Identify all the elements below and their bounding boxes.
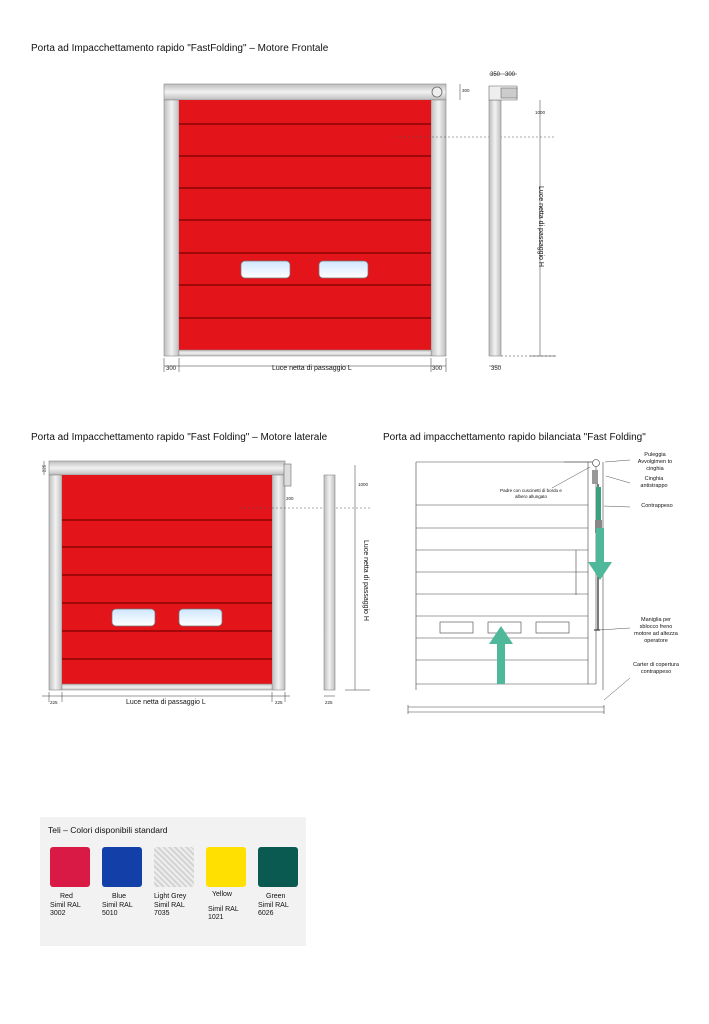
dim-225-left: 225 — [50, 700, 58, 705]
swatch-green — [258, 847, 298, 887]
swatch-blue — [102, 847, 142, 887]
title-front-motor: Porta ad Impacchettamento rapido "FastFolding" – Motore Frontale — [31, 43, 329, 54]
swatch-red-code: 3002 — [50, 910, 66, 917]
label-carter: Carter di copertura contrappeso — [633, 662, 679, 675]
swatch-light-grey-name: Light Grey — [154, 893, 187, 900]
drawing-balanced — [380, 440, 709, 730]
label-contrappeso: Contrappeso — [641, 503, 673, 509]
swatch-green-name: Green — [266, 893, 286, 900]
dim-300-vertical: 300 — [462, 88, 470, 93]
swatch-blue-name: Blue — [112, 893, 127, 900]
side-motor-svg — [0, 440, 380, 720]
label-maniglia: Maniglia per sblocco freno motore ad altezza operatore — [634, 617, 678, 644]
dim-300-right: 300 — [432, 366, 443, 372]
swatch-green-code: 6026 — [258, 910, 274, 917]
dim-300-left: 300 — [166, 366, 177, 372]
dim-300-top: 300 — [505, 72, 516, 78]
front-motor-svg — [0, 0, 709, 420]
swatch-light-grey-code: 7035 — [154, 910, 170, 917]
dim-1000: 1000 — [358, 482, 369, 487]
swatch-blue-code: 5010 — [102, 910, 118, 917]
swatch-red — [50, 847, 90, 887]
swatch-yellow-name: Yellow — [212, 891, 232, 898]
color-swatch-card — [40, 817, 306, 946]
dim-225-top: 225 — [41, 464, 47, 473]
dim-350-top: 350 — [490, 72, 501, 78]
height-label: Luce netta di passaggio H — [537, 186, 544, 267]
width-label: Luce netta di passaggio L — [272, 365, 352, 372]
drawing-front-motor — [0, 0, 709, 420]
swatch-green-ral: Simil RAL — [258, 902, 289, 909]
dim-225-side: 225 — [325, 700, 333, 705]
width-label: Luce netta di passaggio L — [126, 699, 206, 706]
dim-225-right: 225 — [275, 700, 283, 705]
swatch-card-title: Teli – Colori disponibili standard — [48, 825, 168, 835]
swatch-red-ral: Simil RAL — [50, 902, 81, 909]
title-side-motor: Porta ad Impacchettamento rapido "Fast Folding" – Motore laterale — [31, 432, 328, 443]
swatch-light-grey-ral: Simil RAL — [154, 902, 185, 909]
dim-200: 200 — [286, 496, 294, 501]
label-cinghia: Cinghia antistrappo — [640, 476, 668, 489]
swatch-red-name: Red — [60, 893, 73, 900]
drawing-side-motor — [0, 440, 380, 720]
height-label: Luce netta di passaggio H — [362, 540, 369, 621]
swatch-blue-ral: Simil RAL — [102, 902, 133, 909]
dim-350-bottom: 350 — [491, 366, 502, 372]
swatch-yellow-code: 1021 — [208, 914, 224, 921]
label-puleggia: Puleggia Avvolgimen to cinghia — [637, 452, 673, 472]
title-balanced: Porta ad impacchettamento rapido bilanciata "Fast Folding" — [383, 432, 646, 443]
swatch-yellow — [206, 847, 246, 887]
dim-1000: 1000 — [535, 110, 546, 115]
swatch-yellow-ral: Simil RAL — [208, 906, 239, 913]
swatch-light-grey — [154, 847, 194, 887]
pulley-note: Padre con cuscinetti di bordo e albero allungato — [500, 488, 562, 499]
